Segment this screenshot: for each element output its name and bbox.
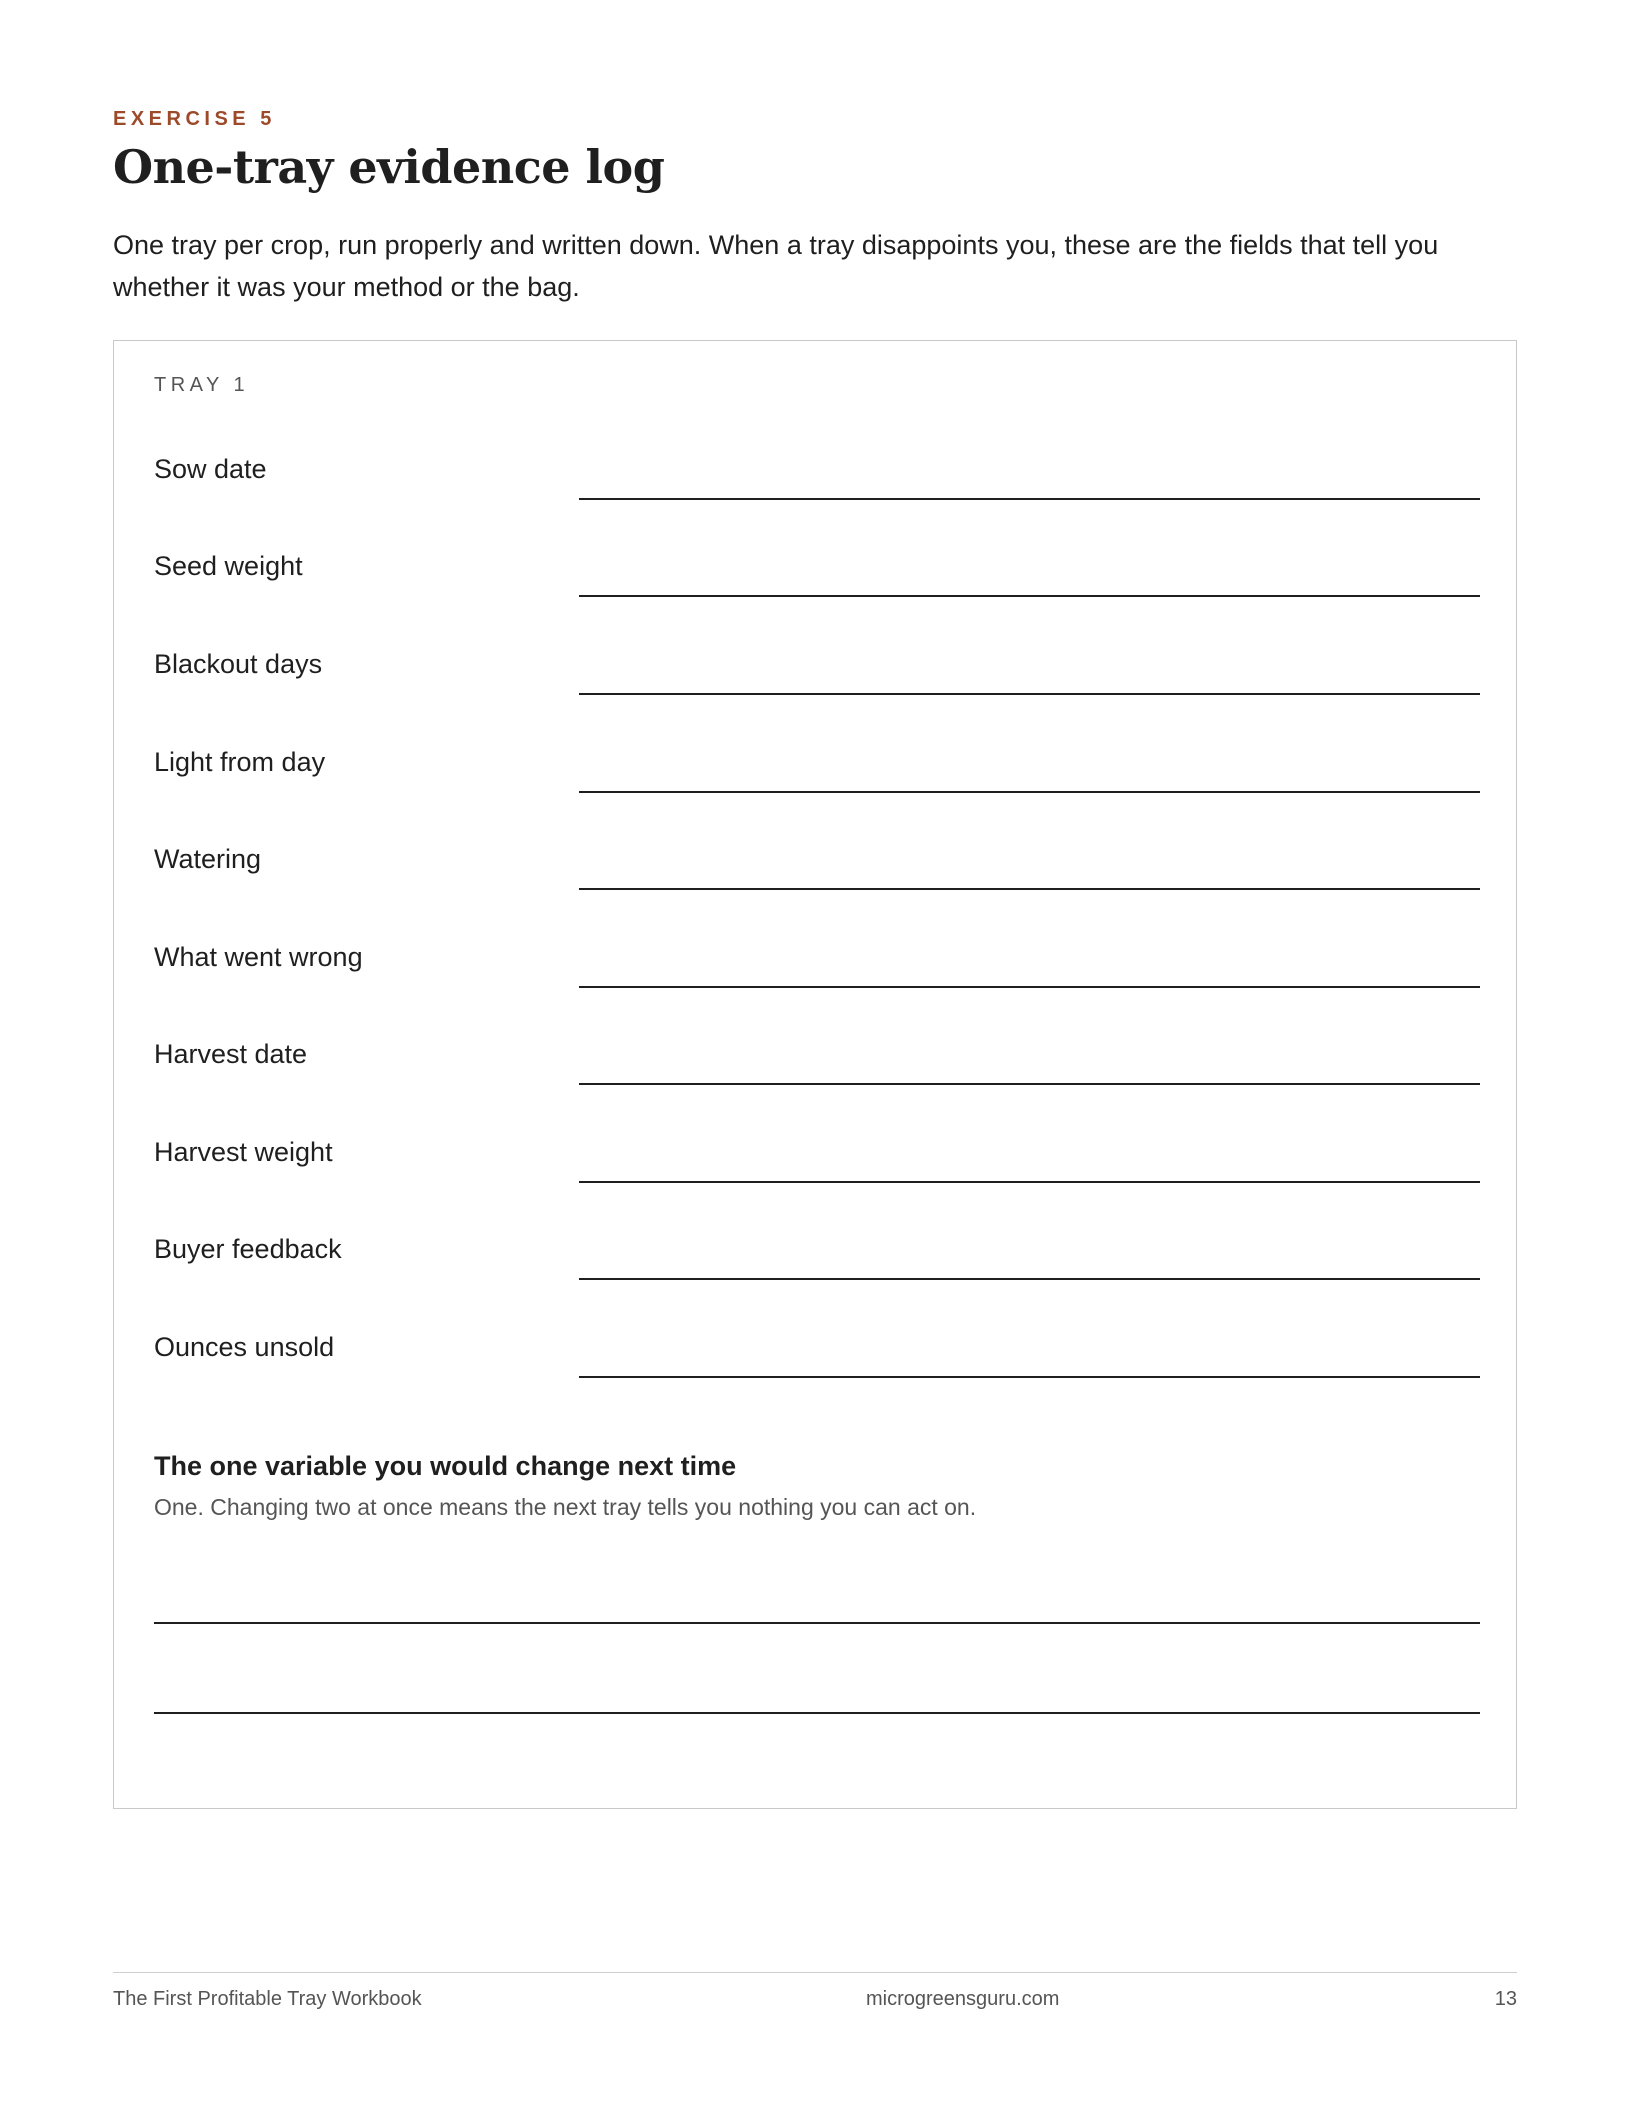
- harvest-weight-write-line[interactable]: [579, 1181, 1480, 1183]
- what-went-wrong-write-line[interactable]: [579, 986, 1480, 988]
- followup-title: The one variable you would change next time: [154, 1451, 737, 1481]
- field-label: Seed weight: [154, 551, 303, 581]
- buyer-feedback-write-line[interactable]: [579, 1278, 1480, 1280]
- field-label: Light from day: [154, 747, 326, 777]
- field-light-from-day: [154, 745, 1480, 805]
- footer-website: microgreensguru.com: [866, 1988, 1060, 2010]
- field-blackout-days: [154, 647, 1480, 707]
- field-watering: [154, 842, 1480, 902]
- footer-book-title: The First Profitable Tray Workbook: [113, 1988, 422, 2010]
- answer-write-line[interactable]: [154, 1622, 1480, 1624]
- field-label: Buyer feedback: [154, 1234, 342, 1264]
- page-title: One-tray evidence log: [113, 140, 665, 194]
- seed-weight-write-line[interactable]: [579, 595, 1480, 597]
- page-number: 13: [1494, 1988, 1517, 2010]
- field-label: Blackout days: [154, 649, 323, 679]
- harvest-date-write-line[interactable]: [579, 1083, 1480, 1085]
- field-label: Ounces unsold: [154, 1332, 335, 1362]
- field-label: Sow date: [154, 454, 267, 484]
- footer-divider: [113, 1972, 1517, 1973]
- followup-subtitle: One. Changing two at once means the next tray tells you nothing you can act on.: [154, 1494, 977, 1520]
- field-label: Harvest date: [154, 1039, 308, 1069]
- field-what-went-wrong: [154, 940, 1480, 1000]
- field-label: Harvest weight: [154, 1137, 333, 1167]
- field-sow-date: [154, 452, 1480, 512]
- field-seed-weight: [154, 549, 1480, 609]
- watering-write-line[interactable]: [579, 888, 1480, 890]
- light-from-day-write-line[interactable]: [579, 791, 1480, 793]
- field-ounces-unsold: [154, 1330, 1480, 1390]
- blackout-days-write-line[interactable]: [579, 693, 1480, 695]
- field-harvest-weight: [154, 1135, 1480, 1195]
- field-harvest-date: [154, 1037, 1480, 1097]
- intro-paragraph: One tray per crop, run properly and written down. When a tray disappoints you, these are the fields that tell you whether it was your method or the bag.: [113, 230, 1439, 302]
- sow-date-write-line[interactable]: [579, 498, 1480, 500]
- field-label: What went wrong: [154, 942, 363, 972]
- ounces-unsold-write-line[interactable]: [579, 1376, 1480, 1378]
- exercise-eyebrow: EXERCISE 5: [113, 108, 276, 130]
- field-buyer-feedback: [154, 1232, 1480, 1292]
- answer-write-line[interactable]: [154, 1712, 1480, 1714]
- tray-label: TRAY 1: [154, 374, 250, 396]
- field-label: Watering: [154, 844, 262, 874]
- tray-log-card: [113, 340, 1517, 1809]
